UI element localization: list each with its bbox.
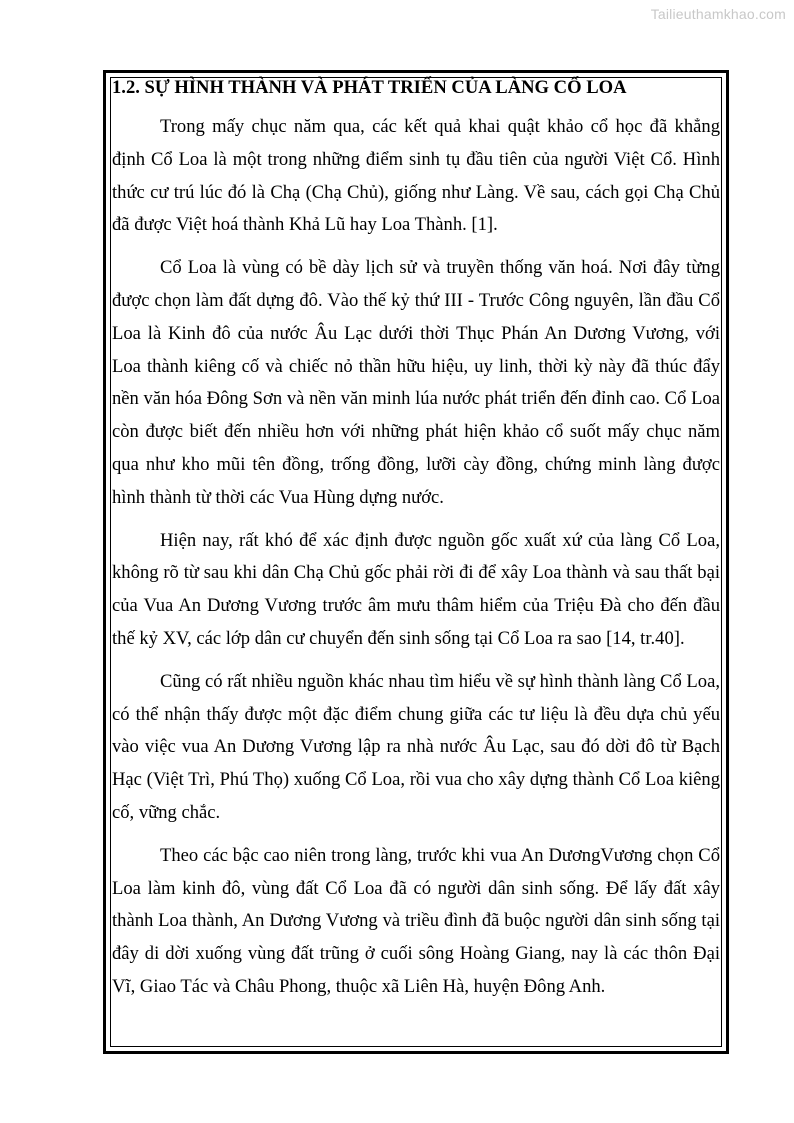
- section-heading: 1.2. SỰ HÌNH THÀNH VÀ PHÁT TRIỂN CỦA LÀNG CỔ LOA: [112, 77, 627, 98]
- paragraph-5: Theo các bậc cao niên trong làng, trước khi vua An DươngVương chọn Cổ Loa làm kinh đô, vùng đất Cổ Loa đã có người dân sinh sống. Để lấy đất xây thành Loa thành, An Dương Vương và triều đình đã buộc người dân sinh sống tại đây di dời xuống vùng đất trũng ở cuối sông Hoàng Giang, nay là các thôn Đại Vĩ, Giao Tác và Châu Phong, thuộc xã Liên Hà, huyện Đông Anh.: [112, 844, 720, 997]
- paragraph-3: Hiện nay, rất khó để xác định được nguồn gốc xuất xứ của làng Cổ Loa, không rõ từ sau khi dân Chạ Chủ gốc phải rời đi để xây Loa thành và sau thất bại của Vua An Dương Vương trước âm mưu thâm hiểm của Triệu Đà cho đến đầu thế kỷ XV, các lớp dân cư chuyển đến sinh sống tại Cổ Loa ra sao [14, tr.40].: [112, 529, 720, 649]
- document-body: [112, 73, 720, 1014]
- paragraph-1: Trong mấy chục năm qua, các kết quả khai quật khảo cổ học đã khẳng định Cổ Loa là một trong những điểm sinh tụ đầu tiên của người Việt Cổ. Hình thức cư trú lúc đó là Chạ (Chạ Chủ), giống như Làng. Về sau, cách gọi Chạ Chủ đã được Việt hoá thành Khả Lũ hay Loa Thành. [1].: [112, 116, 720, 236]
- watermark: Tailieuthamkhao.com: [650, 6, 786, 22]
- paragraph-2: Cổ Loa là vùng có bề dày lịch sử và truyền thống văn hoá. Nơi đây từng được chọn làm đất dựng đô. Vào thế kỷ thứ III - Trước Công nguyên, lần đầu Cổ Loa là Kinh đô của nước Âu Lạc dưới thời Thục Phán An Dương Vương, với Loa thành kiêng cố và chiếc nỏ thần hữu hiệu, uy linh, thời kỳ này đã thúc đẩy nền văn hóa Đông Sơn và nền văn minh lúa nước phát triển đến đỉnh cao. Cổ Loa còn được biết đến nhiều hơn với những phát hiện khảo cổ suốt mấy chục năm qua như kho mũi tên đồng, trống đồng, lưỡi cày đồng, chứng minh làng được hình thành từ thời các Vua Hùng dựng nước.: [112, 257, 720, 508]
- paragraph-4: Cũng có rất nhiều nguồn khác nhau tìm hiểu về sự hình thành làng Cổ Loa, có thể nhận thấy được một đặc điểm chung giữa các tư liệu là đều dựa chủ yếu vào việc vua An Dương Vương lập ra nhà nước Âu Lạc, sau đó dời đô từ Bạch Hạc (Việt Trì, Phú Thọ) xuống Cổ Loa, rồi vua cho xây dựng thành Cổ Loa kiêng cố, vững chắc.: [112, 670, 720, 823]
